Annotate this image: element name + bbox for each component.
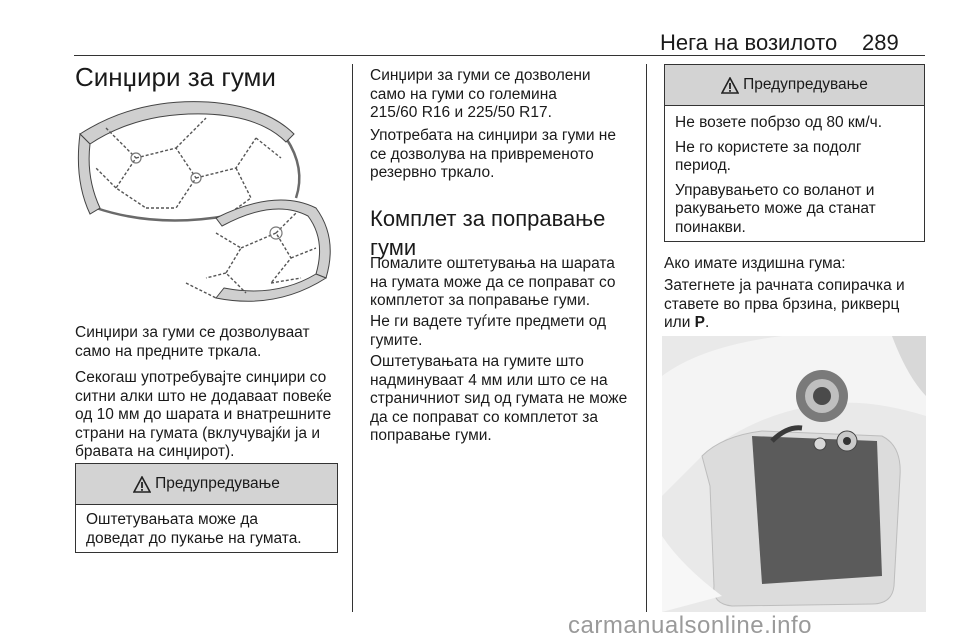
text-line: се дозволува на привременото [370, 145, 594, 163]
text-line: 215/60 R16 и 225/50 R17. [370, 104, 552, 121]
text-line: Оштетувањата може да [86, 511, 259, 528]
paragraph [664, 277, 905, 333]
text-line: период. [675, 157, 731, 174]
tire-repair-kit-trunk-photo [662, 336, 926, 612]
text-line: Затегнете ја рачната сопирачка и [664, 277, 905, 294]
text-line: Помалите оштетувања на шарата [370, 255, 615, 272]
text-line: надминуваат 4 мм или што се на [370, 371, 608, 389]
text-line: ставете во прва брзина, рикверц [664, 295, 900, 313]
paragraph [370, 353, 627, 446]
text-line: од 10 мм до шарата и внатрешните [75, 406, 332, 423]
column-divider-1 [352, 64, 353, 612]
warning-header [76, 464, 337, 505]
paragraph [370, 255, 616, 311]
warning-header [665, 65, 924, 106]
section-heading: Синџири за гуми [75, 62, 276, 92]
text-line: страни на гумата (вклучувајќи ја и [75, 424, 320, 442]
paragraph [75, 324, 310, 361]
gear-p-label: P [694, 314, 706, 331]
warning-title: Предупредување [155, 475, 280, 492]
page-header-title: Нега на возилото [660, 30, 838, 55]
paragraph [664, 255, 846, 274]
text-line: ракувањето може да станат [675, 200, 876, 217]
warning-title: Предупредување [743, 76, 868, 93]
text-line: на гумата може да се поправат со [370, 273, 616, 291]
warning-box [664, 64, 925, 242]
warning-triangle-icon [133, 476, 151, 493]
paragraph [370, 127, 616, 183]
text-line [664, 314, 905, 333]
warning-triangle-icon [721, 77, 739, 94]
paragraph [370, 313, 606, 350]
text-line: бравата на синџирот). [75, 443, 235, 460]
text-line: гумите. [370, 331, 423, 349]
text-line: Управувањето со воланот и [675, 181, 875, 199]
text-line: само на предните тркала. [75, 342, 262, 360]
text-line: поинакви. [675, 218, 746, 236]
text-line: Не возете побрзо од 80 км/ч. [675, 114, 883, 131]
text-line: Употребата на синџири за гуми не [370, 127, 616, 144]
text-line: Не го користете за подолг [675, 138, 862, 156]
snow-chains-illustration [76, 98, 338, 310]
text-line: комплетот за поправање гуми. [370, 292, 591, 309]
heading-line: гуми [370, 235, 417, 260]
header-divider [74, 55, 925, 56]
text-line: поправање гуми. [370, 427, 492, 444]
text-fragment: или [664, 314, 695, 331]
text-line: Синџири за гуми се дозволуваат [75, 324, 310, 341]
subsection-heading [370, 204, 605, 262]
column-divider-2 [646, 64, 647, 612]
text-line: да се поправат со комплетот за [370, 408, 599, 426]
text-line: Секогаш употребувајте синџири со [75, 369, 327, 386]
text-line: резервно тркало. [370, 164, 495, 181]
paragraph [75, 369, 332, 462]
page-number: 289 [862, 30, 899, 55]
watermark: carmanualsonline.info [568, 612, 812, 639]
text-line: само на гуми со големина [370, 85, 557, 103]
text-fragment: . [705, 314, 710, 331]
text-line: Ако имате издишна гума: [664, 255, 846, 272]
text-line: доведат до пукање на гумата. [86, 529, 302, 547]
text-line: страничниот ѕид од гумата не може [370, 390, 628, 407]
text-line: Оштетувањата на гумите што [370, 353, 584, 370]
warning-box [75, 463, 338, 553]
heading-line: Комплет за поправање [370, 206, 606, 231]
text-line: ситни алки што не додаваат повеќе [75, 387, 332, 405]
paragraph [370, 67, 591, 123]
text-line: Не ги вадете туѓите предмети од [370, 313, 607, 330]
text-line: Синџири за гуми се дозволени [370, 67, 591, 84]
